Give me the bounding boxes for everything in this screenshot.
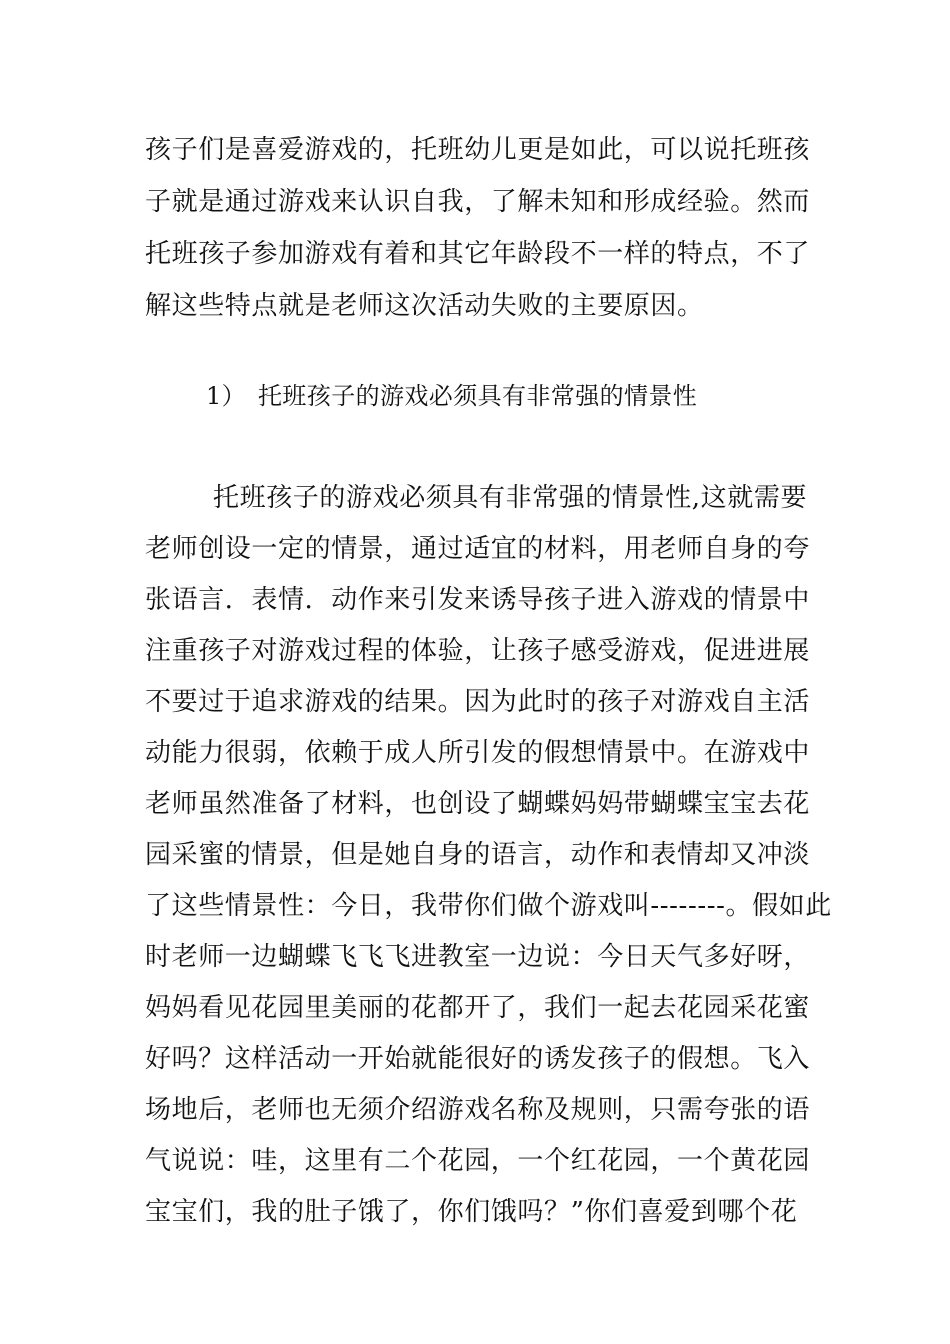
- paragraph-2-line-10: 时老师一边蝴蝶飞飞飞进教室一边说：今日天气多好呀，: [145, 942, 811, 972]
- paragraph-2-line-13: 场地后，老师也无须介绍游戏名称及规则，只需夸张的语: [145, 1095, 811, 1125]
- paragraph-1-line-3: 托班孩子参加游戏有着和其它年龄段不一样的特点，不了: [145, 239, 811, 269]
- paragraph-2-line-6: 动能力很弱，依赖于成人所引发的假想情景中。在游戏中: [145, 738, 811, 768]
- paragraph-2-line-12: 好吗？这样活动一开始就能很好的诱发孩子的假想。飞入: [145, 1044, 811, 1074]
- section-heading-number: 1）: [206, 382, 247, 410]
- paragraph-1-line-1: 孩子们是喜爱游戏的，托班幼儿更是如此，可以说托班孩: [145, 135, 811, 165]
- paragraph-1-line-2: 子就是通过游戏来认识自我，了解未知和形成经验。然而: [145, 187, 811, 217]
- paragraph-2-line-14: 气说说：哇，这里有二个花园，一个红花园，一个黄花园: [145, 1146, 811, 1176]
- paragraph-2-line-4: 注重孩子对游戏过程的体验，让孩子感受游戏，促进进展: [145, 636, 811, 666]
- paragraph-2-line-1: 托班孩子的游戏必须具有非常强的情景性,这就需要: [213, 483, 808, 513]
- paragraph-1-line-4: 解这些特点就是老师这次活动失败的主要原因。: [145, 291, 704, 321]
- paragraph-2-line-2: 老师创设一定的情景，通过适宜的材料，用老师自身的夸: [145, 534, 811, 564]
- paragraph-2-line-11: 妈妈看见花园里美丽的花都开了，我们一起去花园采花蜜: [145, 993, 811, 1023]
- section-heading: [206, 380, 697, 412]
- paragraph-2-line-5: 不要过于追求游戏的结果。因为此时的孩子对游戏自主活: [145, 687, 811, 717]
- paragraph-2-line-7: 老师虽然准备了材料，也创设了蝴蝶妈妈带蝴蝶宝宝去花: [145, 789, 811, 819]
- section-heading-text: 托班孩子的游戏必须具有非常强的情景性: [258, 382, 698, 410]
- paragraph-2-line-9: 了这些情景性：今日，我带你们做个游戏叫--------。假如此: [145, 891, 832, 921]
- paragraph-2-line-15: 宝宝们，我的肚子饿了，你们饿吗？”你们喜爱到哪个花: [145, 1197, 798, 1227]
- paragraph-2-line-3: 张语言．表情．动作来引发来诱导孩子进入游戏的情景中: [145, 585, 811, 615]
- paragraph-2-line-8: 园采蜜的情景，但是她自身的语言，动作和表情却又冲淡: [145, 840, 811, 870]
